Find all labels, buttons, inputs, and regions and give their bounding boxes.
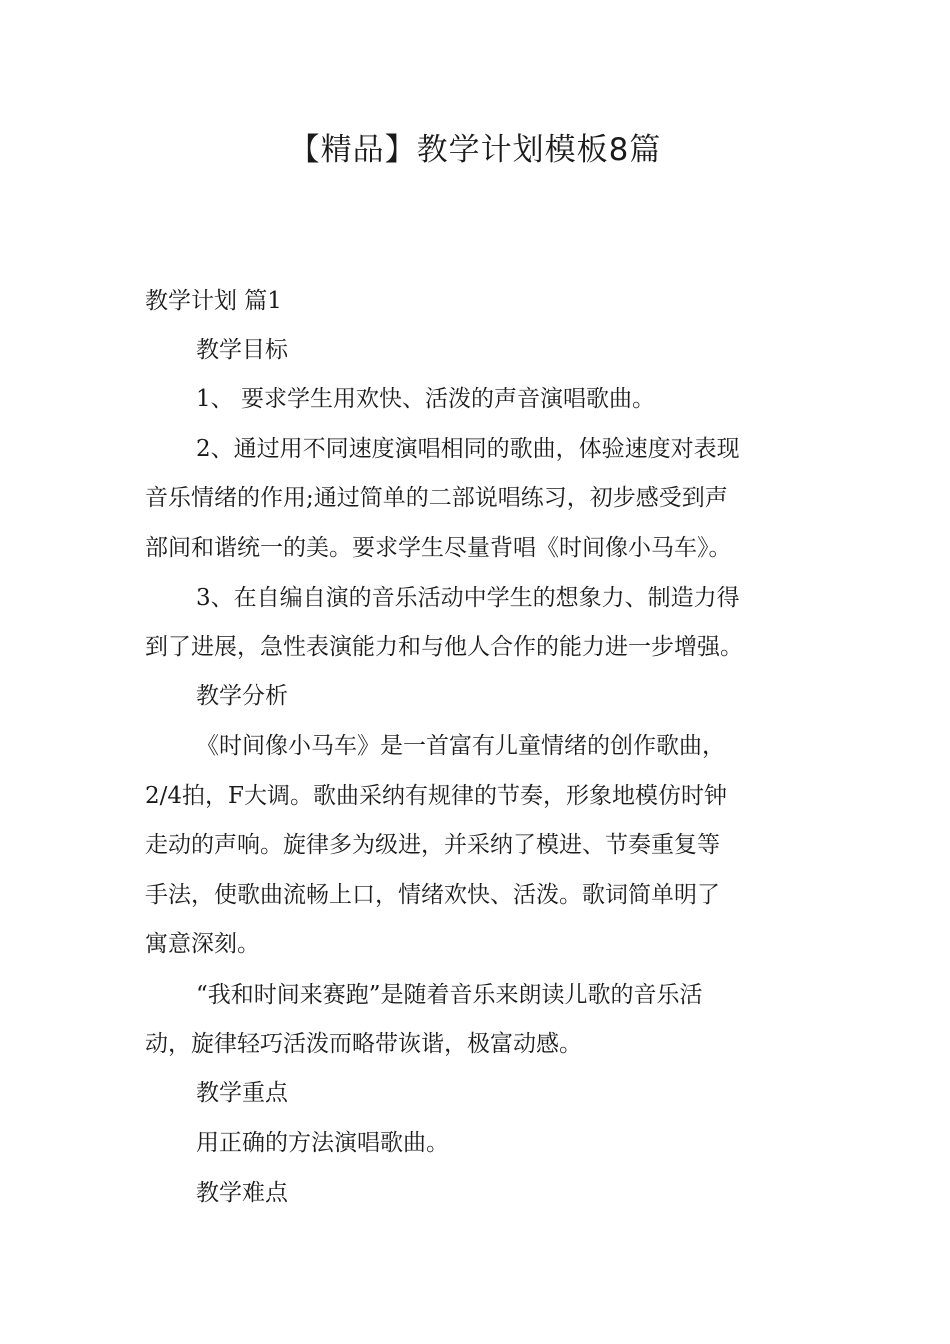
paragraph-line: 走动的声响。旋律多为级进，并采纳了模进、节奏重复等 bbox=[145, 832, 720, 858]
paragraph-line: 用正确的方法演唱歌曲。 bbox=[196, 1130, 449, 1156]
paragraph-line: 手法，使歌曲流畅上口，情绪欢快、活泼。歌词简单明了 bbox=[145, 882, 720, 908]
paragraph-line: 《时间像小马车》是一首富有儿童情绪的创作歌曲， bbox=[196, 733, 725, 759]
paragraph-line: 寓意深刻。 bbox=[145, 931, 260, 957]
paragraph-line: 2、通过用不同速度演唱相同的歌曲，体验速度对表现 bbox=[196, 436, 740, 462]
paragraph-line: 2/4拍，F大调。歌曲采纳有规律的节奏，形象地模仿时钟 bbox=[145, 783, 727, 809]
paragraph-line: “我和时间来赛跑”是随着音乐来朗读儿歌的音乐活 bbox=[196, 982, 703, 1008]
paragraph-line: 音乐情绪的作用;通过简单的二部说唱练习，初步感受到声 bbox=[145, 485, 728, 511]
subheading-difficulties: 教学难点 bbox=[196, 1180, 288, 1206]
subheading-key-points: 教学重点 bbox=[196, 1080, 288, 1106]
paragraph-line: 1、 要求学生用欢快、活泼的声音演唱歌曲。 bbox=[196, 386, 655, 412]
subheading-goals: 教学目标 bbox=[196, 337, 288, 363]
paragraph-line: 动，旋律轻巧活泼而略带诙谐，极富动感。 bbox=[145, 1031, 582, 1057]
document-title: 【精品】教学计划模板8篇 bbox=[288, 132, 662, 168]
paragraph-line: 3、在自编自演的音乐活动中学生的想象力、制造力得 bbox=[196, 585, 740, 611]
paragraph-line: 部间和谐统一的美。要求学生尽量背唱《时间像小马车》。 bbox=[145, 535, 732, 561]
section-heading: 教学计划 篇1 bbox=[145, 288, 282, 314]
paragraph-line: 到了进展，急性表演能力和与他人合作的能力进一步增强。 bbox=[145, 634, 743, 660]
subheading-analysis: 教学分析 bbox=[196, 683, 288, 709]
